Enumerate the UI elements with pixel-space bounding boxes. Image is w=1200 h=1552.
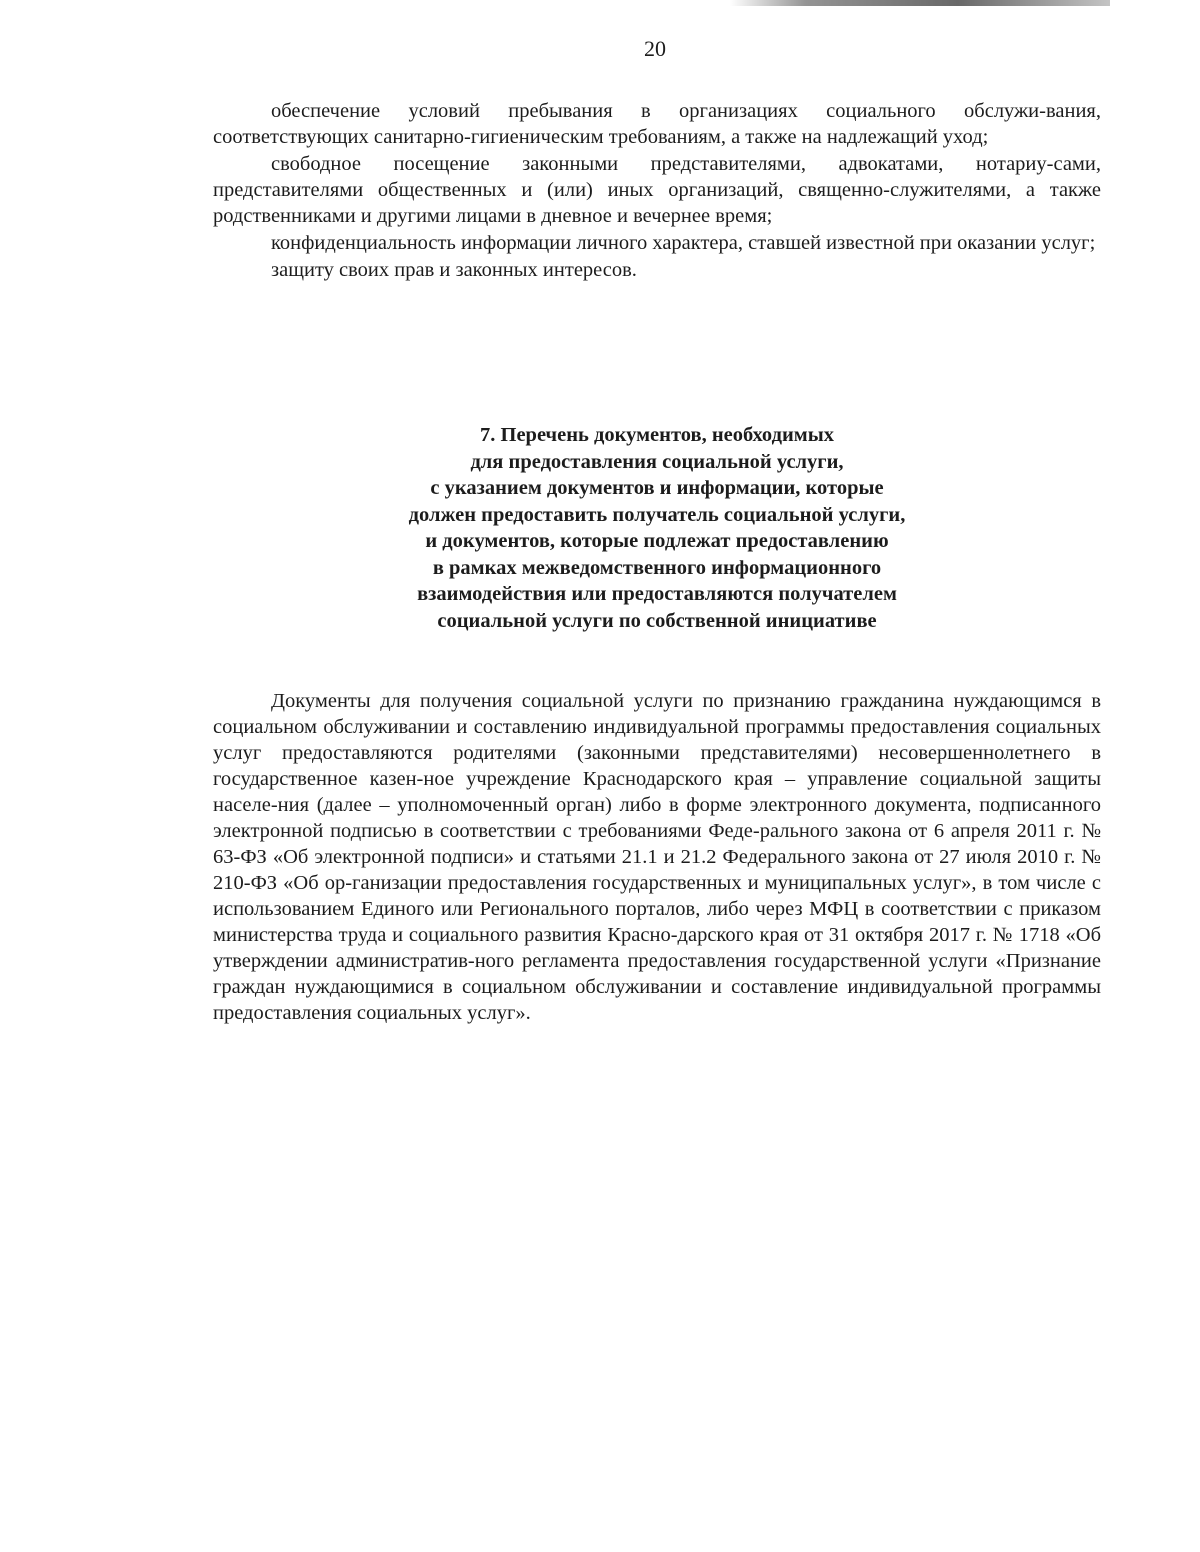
heading-line: взаимодействия или предоставляются получателем: [417, 583, 897, 605]
rights-item: обеспечение условий пребывания в организациях социального обслужи-вания, соответствующих санитарно-гигиеническим требованиям, а также на надлежащий уход;: [213, 100, 1101, 148]
documents-paragraph: Документы для получения социальной услуги по признанию гражданина нуждающимся в социальном обслуживании и составлению индивидуальной программы предоставления социальных услуг предоставляются родителями (законными представителями) несовершеннолетнего в государственное казен-ное учреждение Краснодарского края – управление социальной защиты населе-ния (далее – уполномоченный орган) либо в форме электронного документа, подписанного электронной подписью в соответствии с требованиями Феде-рального закона от 6 апреля 2011 г. № 63-ФЗ «Об электронной подписи» и статьями 21.1 и 21.2 Федерального закона от 27 июля 2010 г. № 210-ФЗ «Об ор-ганизации предоставления государственных и муниципальных услуг», в том числе с использованием Единого или Регионального порталов, либо через МФЦ в соответствии с приказом министерства труда и социального развития Красно-дарского края от 31 октября 2017 г. № 1718 «Об утверждении административ-ного регламента предоставления государственной услуги «Признание граждан нуждающимися в социальном обслуживании и составление индивидуальной программы предоставления социальных услуг».: [213, 690, 1101, 1024]
rights-item: конфиденциальность информации личного характера, ставшей известной при оказании услуг;: [271, 232, 1096, 254]
heading-line: должен предоставить получатель социальной услуги,: [408, 503, 906, 526]
rights-item: защиту своих прав и законных интересов.: [271, 259, 637, 281]
scan-artifact: [730, 0, 1110, 6]
heading-line: для предоставления социальной услуги,: [470, 450, 844, 473]
rights-list: [213, 98, 1101, 284]
heading-line: в рамках межведомственного информационного: [432, 556, 882, 579]
page-number: 20: [644, 36, 666, 61]
heading-line: и документов, которые подлежат предоставлению: [425, 530, 889, 552]
documents-section: [213, 688, 1101, 1026]
heading-line: с указанием документов и информации, которые: [430, 477, 884, 499]
section-heading: [213, 422, 1101, 634]
rights-item: свободное посещение законными представителями, адвокатами, нотариу-сами, представителями общественных и (или) иных организаций, священно-служителями, а также родственниками и другими лицами в дневное и вечернее время;: [213, 153, 1101, 227]
heading-line: 7. Перечень документов, необходимых: [480, 424, 834, 446]
heading-line: социальной услуги по собственной инициативе: [437, 609, 877, 632]
